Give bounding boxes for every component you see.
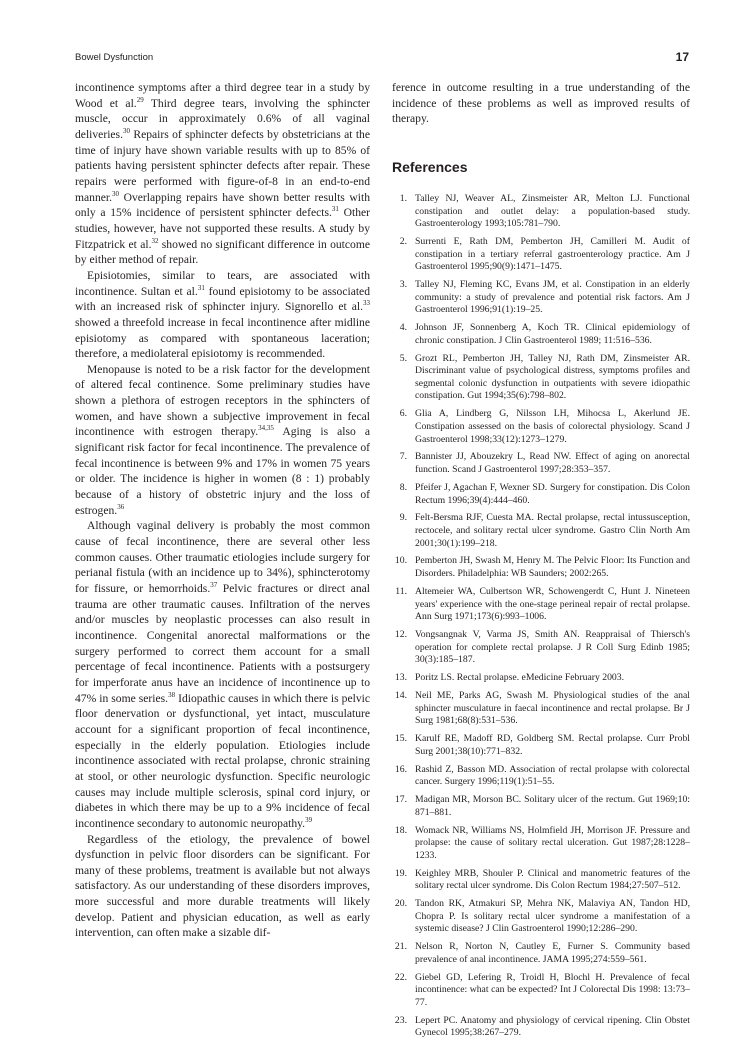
- reference-text: Vongsangnak V, Varma JS, Smith AN. Reappraisal of Thiersch's operation for complete rectal prolapse. J R Coll Surg Edinb 1985; 30(3):185–187.: [415, 629, 690, 666]
- reference-number: 3.: [399, 279, 407, 291]
- reference-number: 1.: [399, 192, 407, 204]
- reference-item: [392, 512, 690, 550]
- body-paragraph-2: [75, 268, 370, 362]
- reference-number: 23.: [394, 1014, 407, 1026]
- text: incontinence symptoms after a third degree tear in a study by Wood et al.: [75, 81, 370, 110]
- citation: 30: [112, 189, 120, 198]
- reference-item: [392, 555, 690, 580]
- text: Idiopathic causes in which there is pelvic floor denervation or dysfunctional, yet intact, musculature account for a significant proportion of fecal incontinence, especially in the elderly population. Etiologies include incontinence associated with rectal prolapse, chronic straining at stool, or other neurologic dysfunction. Specific neurologic causes may include multiple sclerosis, spinal cord injury, or diabetes in which there may be up to a 9% incidence of fecal incontinence secondary to autonomic neuropathy.: [75, 691, 370, 830]
- reference-number: 9.: [399, 512, 407, 524]
- body-paragraph-1: [75, 80, 370, 268]
- reference-number: 22.: [394, 971, 407, 983]
- text: Third degree tears, involving the sphincter muscle, occur in approximately 0.6% of all vaginal deliveries.: [75, 96, 370, 141]
- citation: 29: [136, 95, 144, 104]
- reference-text: Karulf RE, Madoff RD, Goldberg SM. Rectal prolapse. Curr Probl Surg 2001;38(10):771–832.: [415, 733, 690, 757]
- text: showed no significant difference in outcome by either method of repair.: [75, 237, 371, 267]
- body-paragraph-4: [75, 518, 370, 831]
- reference-text: Madigan MR, Morson BC. Solitary ulcer of the rectum. Gut 1969;10: 871–881.: [415, 794, 690, 818]
- reference-text: Poritz LS. Rectal prolapse. eMedicine February 2003.: [415, 672, 625, 684]
- text: Other studies, however, have not supported these results. A study by Fitzpatrick et al.: [75, 206, 371, 251]
- reference-number: 8.: [399, 481, 407, 493]
- text: found episiotomy to be associated with an increased risk of sphincter injury. Signorello et al.: [75, 284, 371, 314]
- reference-number: 20.: [394, 898, 407, 910]
- reference-text: Talley NJ, Weaver AL, Zinsmeister AR, Melton LJ. Functional constipation and outlet delay: a population-based study. Gastroenterology 1993;105:781–790.: [415, 192, 690, 230]
- reference-list: [392, 193, 690, 1040]
- running-title: Bowel Dysfunction: [75, 52, 154, 63]
- reference-item: [392, 868, 690, 893]
- citation: 38: [168, 690, 176, 699]
- left-column: [75, 80, 370, 941]
- reference-number: 7.: [399, 451, 407, 463]
- reference-text: Felt-Bersma RJF, Cuesta MA. Rectal prolapse, rectal intussusception, rectocele, and solitary rectal ulcer syndrome. Gastro Clin North Am 2001;30(1):199–218.: [415, 512, 690, 549]
- reference-item: [392, 482, 690, 507]
- reference-number: 2.: [399, 236, 407, 248]
- citation: 33: [363, 299, 370, 308]
- reference-item: [392, 672, 690, 685]
- text: Although vaginal delivery is probably the most common cause of fecal incontinence, there are several other less common causes. Other traumatic etiologies include surgery for perianal fistula (with an incidence up to 34%), sphincterotomy for fissure, or hemorrhoids.: [75, 519, 370, 595]
- reference-text: Glia A, Lindberg G, Nilsson LH, Mihocsa L, Akerlund JE. Constipation assessed on the basis of colorectal physiology. Scand J Gastroenterol 1998;33(12):1273–1279.: [415, 408, 690, 445]
- reference-number: 17.: [394, 794, 407, 806]
- reference-number: 5.: [399, 352, 407, 364]
- reference-item: [392, 586, 690, 624]
- reference-number: 16.: [394, 763, 407, 775]
- reference-text: Neil ME, Parks AG, Swash M. Physiological studies of the anal sphincter musculature in faecal incontinence and rectal prolapse. Br J Surg 1981;68(8):531–536.: [415, 690, 690, 727]
- citation: 39: [305, 815, 313, 824]
- page-number: 17: [675, 50, 689, 64]
- reference-item: [392, 972, 690, 1010]
- reference-text: Pfeifer J, Agachan F, Wexner SD. Surgery for constipation. Dis Colon Rectum 1996;39(4):444–460.: [415, 481, 690, 506]
- reference-item: [392, 322, 690, 347]
- citation: 31: [197, 283, 205, 292]
- reference-text: Womack NR, Williams NS, Holmfield JH, Morrison JF. Pressure and prolapse: the cause of solitary rectal ulceration. Gut 1987;28:1228–1233.: [415, 824, 690, 861]
- reference-item: [392, 236, 690, 274]
- citation: 36: [117, 502, 125, 511]
- reference-item: [392, 451, 690, 476]
- citation: 32: [151, 236, 159, 245]
- reference-item: [392, 690, 690, 728]
- reference-text: Lepert PC. Anatomy and physiology of cervical ripening. Clin Obstet Gynecol 1995;38:267–279.: [415, 1014, 690, 1039]
- citation: 34,35: [258, 424, 274, 433]
- citation: 30: [122, 127, 130, 136]
- reference-item: [392, 408, 690, 446]
- right-column: [392, 80, 690, 1045]
- reference-number: 21.: [394, 941, 407, 953]
- reference-text: Johnson JF, Sonnenberg A, Koch TR. Clinical epidemiology of chronic constipation. J Clin Gastroenterol 1989; 11:516–536.: [415, 322, 690, 346]
- text: Repairs of sphincter defects by obstetricians at the time of injury have shown variable results with up to 85% of patients having persistent sphincter defects after repair. These repairs were performed with figure-of-8 in an end-to-end manner.: [75, 127, 370, 204]
- reference-text: Keighley MRB, Shouler P. Clinical and manometric features of the solitary rectal ulcer syndrome. Dis Colon Rectum 1984;27:507–512.: [415, 867, 690, 892]
- reference-number: 13.: [394, 672, 407, 684]
- reference-text: Rashid Z, Basson MD. Association of rectal prolapse with colorectal cancer. Surgery 1996;119(1):51–55.: [415, 763, 690, 788]
- reference-item: [392, 764, 690, 789]
- body-paragraph-5: Regardless of the etiology, the prevalence of bowel dysfunction in pelvic floor disorders can be significant. For many of these problems, treatment is available but not always satisfactory. As our understanding of these disorders improves, more successful and more durable treatments will likely develop. Patient and physician education, as well as early intervention, can often make a sizable dif-: [75, 832, 370, 940]
- reference-number: 6.: [399, 408, 407, 420]
- reference-text: Giebel GD, Lefering R, Troidl H, Blochl H. Prevalence of fecal incontinence: what can be expected? Int J Colorectal Dis 1998: 13:73–77.: [415, 971, 690, 1008]
- text: showed a threefold increase in fecal incontinence after midline episiotomy as compared with spontaneous laceration; therefore, a mediolateral episiotomy is recommended.: [75, 315, 370, 361]
- reference-number: 11.: [395, 585, 407, 597]
- reference-number: 15.: [394, 733, 407, 745]
- reference-item: [392, 794, 690, 819]
- citation: 37: [210, 581, 218, 590]
- reference-number: 19.: [394, 867, 407, 879]
- reference-text: Talley NJ, Fleming KC, Evans JM, et al. Constipation in an elderly community: a study of prevalence and potential risk factors. Am J Gastroenterol 1996;91(1):19–25.: [415, 279, 690, 316]
- reference-text: Pemberton JH, Swash M, Henry M. The Pelvic Floor: Its Function and Disorders. Philadelphia: WB Saunders; 2002:265.: [415, 555, 690, 580]
- reference-item: [392, 825, 690, 863]
- reference-item: [392, 733, 690, 758]
- reference-item: [392, 279, 690, 317]
- references-heading: References: [392, 158, 468, 175]
- body-paragraph-3: [75, 362, 370, 519]
- text: Pelvic fractures or direct anal trauma are other traumatic causes. Infiltration of the nerves and/or muscles by neoplastic processes can also result in incontinence. Congenital anorectal malformations or the surgery performed to correct them account for a small percentage of fecal incontinence. Patients with a postsurgery for imperforate anus have an incidence of incontinence up to 47% in some series.: [75, 582, 370, 705]
- reference-item: [392, 898, 690, 936]
- citation: 31: [331, 205, 339, 214]
- reference-text: Bannister JJ, Abouzekry L, Read NW. Effect of aging on anorectal function. Scand J Gastroenterol 1997;28:353–357.: [415, 451, 690, 476]
- reference-text: Tandon RK, Atmakuri SP, Mehra NK, Malaviya AN, Tandon HD, Chopra P. Is solitary rectal ulcer syndrome a manifestation of a systemic disease? J Clin Gastroenterol 1990;12:286–290.: [415, 898, 690, 935]
- reference-number: 12.: [394, 629, 407, 641]
- reference-text: Surrenti E, Rath DM, Pemberton JH, Camilleri M. Audit of constipation in a tertiary referral gastroenterology practice. Am J Gastroenterol 1995;90(9):1471–1475.: [415, 236, 690, 273]
- reference-text: Nelson R, Norton N, Cautley E, Furner S. Community based prevalence of anal incontinence. JAMA 1995;274:559–561.: [415, 941, 690, 965]
- text: Episiotomies, similar to tears, are associated with incontinence. Sultan et al.: [75, 268, 370, 298]
- text: Overlapping repairs have shown better results with only a 15% incidence of persistent sphincter defects.: [75, 190, 370, 220]
- reference-number: 18.: [394, 824, 407, 836]
- text: Aging is also a significant risk factor for fecal incontinence. The prevalence of fecal incontinence is between 9% and 17% in women 75 years or older. The incidence is higher in women (8 : 1) probably because of a history of obstetric injury and the loss of estrogen.: [75, 425, 370, 517]
- reference-text: Grozt RL, Pemberton JH, Talley NJ, Rath DM, Zinsmeister AR. Discriminant value of psychological distress, symptoms profiles and segmental colonic dysfunction in outpatients with severe idiopathic constipation. Gut 1994;35(6):798–802.: [415, 352, 690, 402]
- reference-number: 14.: [394, 690, 407, 702]
- text: Menopause is noted to be a risk factor for the development of altered fecal continence. Some preliminary studies have shown a plethora of estrogen receptors in the sphincters of women, and have shown a subjective improvement in fecal incontinence with estrogen therapy.: [75, 362, 370, 439]
- reference-text: Altemeier WA, Culbertson WR, Schowengerdt C, Hunt J. Nineteen years' experience with the one-stage perineal repair of rectal prolapse. Ann Surg 1971;173(6):993–1006.: [415, 585, 690, 623]
- reference-item: [392, 1015, 690, 1040]
- reference-item: [392, 941, 690, 966]
- reference-item: [392, 629, 690, 667]
- body-paragraph-continuation: ference in outcome resulting in a true understanding of the incidence of these problems as well as improved results of therapy.: [392, 81, 690, 126]
- reference-number: 4.: [399, 322, 407, 334]
- reference-item: [392, 193, 690, 231]
- reference-item: [392, 353, 690, 403]
- reference-number: 10.: [394, 555, 407, 567]
